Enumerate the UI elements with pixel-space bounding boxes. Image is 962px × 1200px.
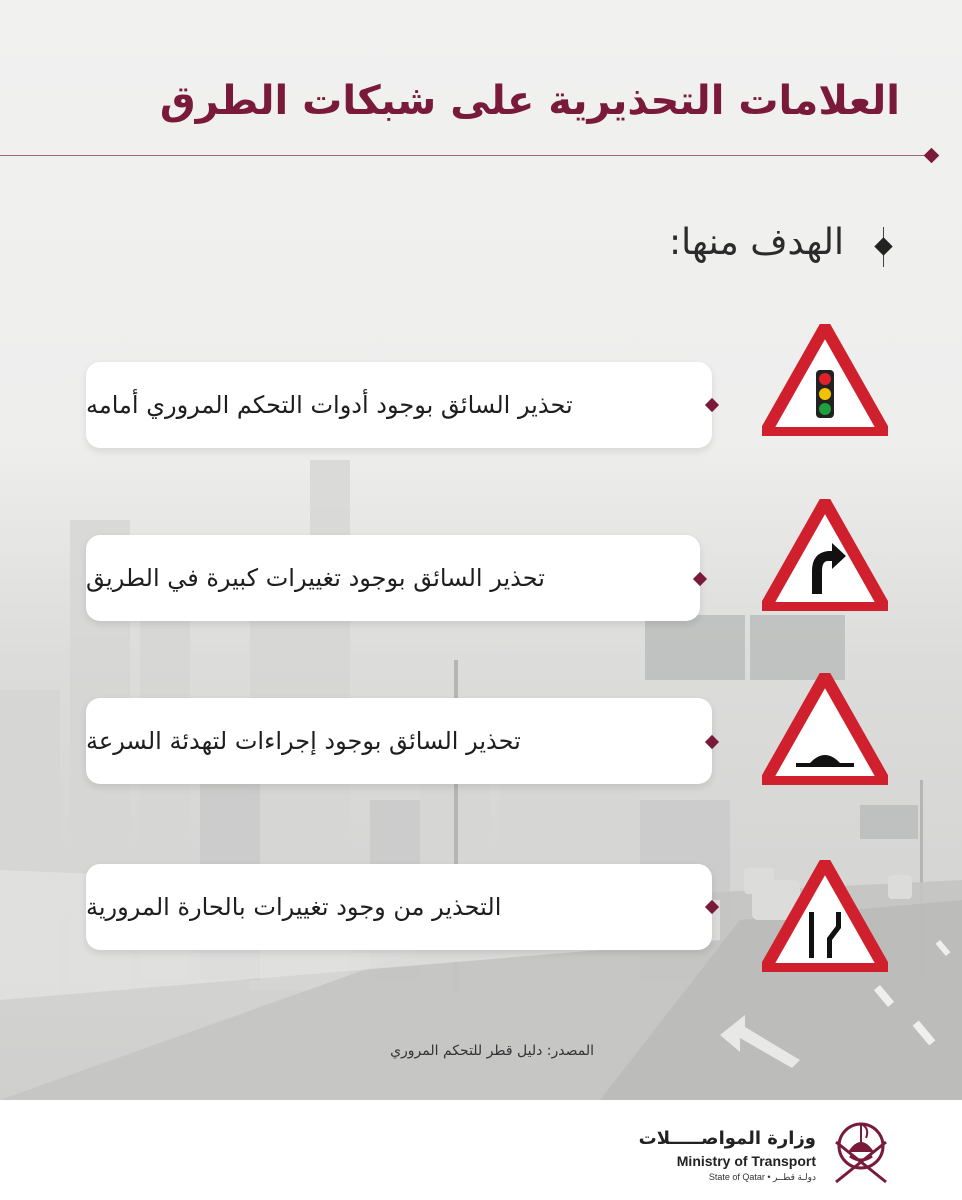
right-curve-sign-icon [762, 499, 888, 611]
list-item [86, 864, 712, 950]
title-divider [0, 155, 925, 156]
list-item-text: تحذير السائق بوجود تغييرات كبيرة في الطريق [86, 564, 545, 592]
ministry-name-arabic: وزارة المواصـــــلات [638, 1128, 816, 1149]
lane-narrowing-sign-icon [762, 860, 888, 972]
list-item-text: التحذير من وجود تغييرات بالحارة المرورية [86, 893, 502, 921]
qatar-emblem-icon [828, 1112, 894, 1188]
list-item [86, 535, 700, 621]
list-item-text: تحذير السائق بوجود أدوات التحكم المروري أمامه [86, 391, 573, 419]
list-item [86, 362, 712, 448]
list-item [86, 698, 712, 784]
state-of-qatar-label: State of Qatar • دولـة قطــر [708, 1172, 816, 1182]
source-note: المصدر: دليل قطر للتحكم المروري [390, 1043, 594, 1059]
list-item-text: تحذير السائق بوجود إجراءات لتهدئة السرعة [86, 727, 521, 755]
subtitle: الهدف منها: [668, 222, 844, 263]
footer [0, 1100, 962, 1200]
ministry-name-english: Ministry of Transport [676, 1153, 816, 1169]
speed-hump-sign-icon [762, 673, 888, 785]
page-title: العلامات التحذيرية على شبكات الطرق [159, 78, 900, 124]
traffic-light-sign-icon [762, 324, 888, 436]
